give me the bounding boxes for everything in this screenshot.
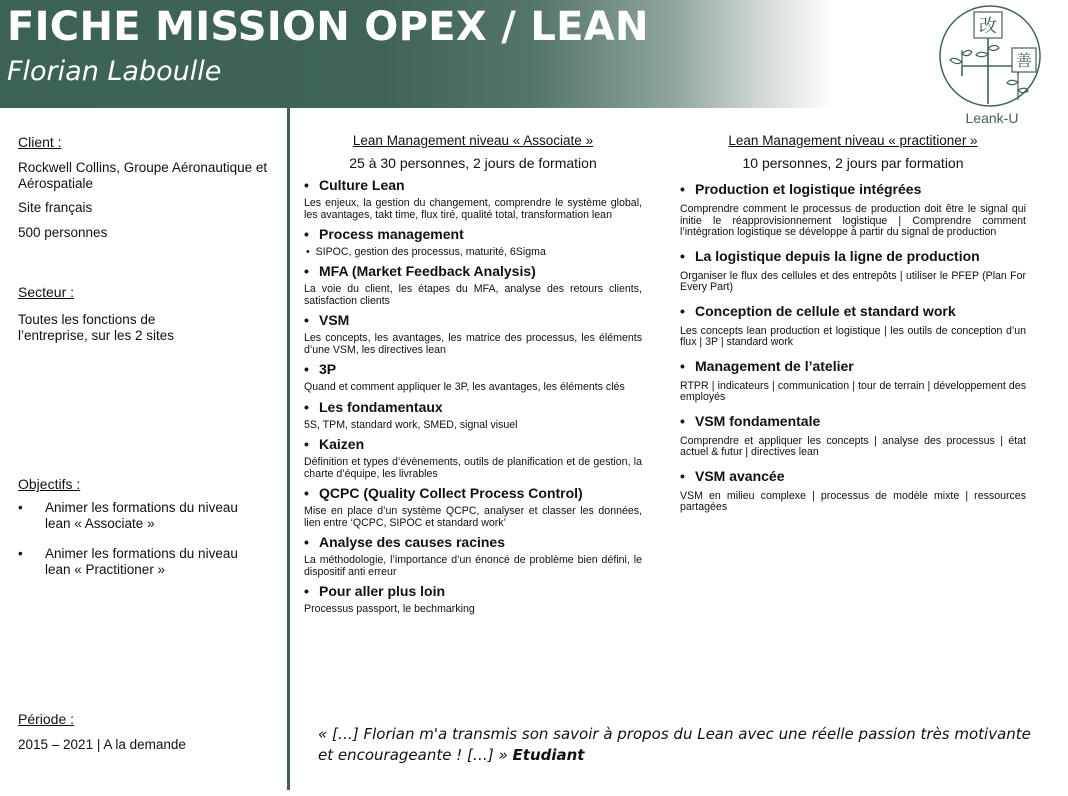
client-section bbox=[18, 134, 280, 241]
practitioner-item: • Production et logistique intégrées Comprendre comment le processus de production doit être le signal qui initie le réapprovisionnement logistique | Comprendre comment l’intégration logistique se développe à partir du signal de production bbox=[680, 181, 1026, 238]
periode-text: 2015 – 2021 | A la demande bbox=[18, 737, 186, 752]
secteur-text: Toutes les fonctions de l’entreprise, sur les 2 sites bbox=[18, 312, 175, 343]
item-desc: Définition et types d’évènements, outils de planification et de gestion, la charte d’équipe, les livrables bbox=[304, 456, 642, 480]
page-title: FICHE MISSION OPEX / LEAN bbox=[7, 4, 649, 50]
quote-text: « […] Florian m'a transmis son savoir à propos du Lean avec une réelle passion très motivante et encourageante ! […] » bbox=[318, 725, 1031, 764]
header-banner bbox=[0, 0, 1068, 108]
practitioner-item: • Conception de cellule et standard work Les concepts lean production et logistique | les outils de conception d’un flux | 3P | standard work bbox=[680, 302, 1026, 348]
item-title: Kaizen bbox=[319, 436, 365, 452]
logo-glyph-1: 改 bbox=[979, 16, 997, 37]
practitioner-header bbox=[680, 132, 1026, 172]
client-size: 500 personnes bbox=[18, 225, 108, 240]
associate-item: • MFA (Market Feedback Analysis) La voie du client, les étapes du MFA, analyse des retours clients, satisfaction clients bbox=[304, 263, 642, 307]
item-desc: Les concepts lean production et logistique | les outils de conception d’un flux | 3P | standard work bbox=[680, 324, 1026, 348]
associate-item: • VSM Les concepts, les avantages, les matrice des processus, les éléments d’une VSM, les directives lean bbox=[304, 312, 642, 356]
item-title: VSM fondamentale bbox=[695, 412, 821, 429]
client-site: Site français bbox=[18, 200, 93, 215]
item-title: MFA (Market Feedback Analysis) bbox=[319, 263, 536, 279]
secteur-label: Secteur : bbox=[18, 284, 75, 300]
associate-item: • Process management • SIPOC, gestion des processus, maturité, 6Sigma bbox=[304, 225, 642, 258]
item-desc: Quand et comment appliquer le 3P, les avantages, les éléments clés bbox=[304, 381, 625, 393]
associate-header bbox=[304, 132, 642, 172]
item-desc: Mise en place d’un système QCPC, analyser et classer les données, lien entre ‘QCPC, SIPOC et standard work’ bbox=[304, 505, 642, 529]
associate-column bbox=[304, 132, 642, 616]
logo-glyph-2: 善 bbox=[1015, 51, 1033, 70]
item-title: QCPC (Quality Collect Process Control) bbox=[319, 485, 583, 501]
item-desc: Les enjeux, la gestion du changement, comprendre le système global, les avantages, takt time, flux tiré, qualité total, transformation lean bbox=[304, 197, 642, 221]
practitioner-subheading: 10 personnes, 2 jours par formation bbox=[742, 155, 964, 171]
client-name: Rockwell Collins, Groupe Aéronautique et Aérospatiale bbox=[18, 160, 268, 191]
client-label: Client : bbox=[18, 134, 62, 150]
item-title: La logistique depuis la ligne de production bbox=[695, 247, 980, 264]
item-title: Culture Lean bbox=[319, 177, 405, 193]
testimonial-quote bbox=[318, 724, 1038, 766]
practitioner-item: • VSM avancée VSM en milieu complexe | processus de modèle mixte | ressources partagées bbox=[680, 467, 1026, 513]
item-desc: Comprendre et appliquer les concepts | analyse des processus | état actuel & futur | directives lean bbox=[680, 434, 1026, 458]
associate-subheading: 25 à 30 personnes, 2 jours de formation bbox=[349, 155, 597, 171]
item-desc: La méthodologie, l’importance d’un énoncé de problème bien défini, le dispositif anti erreur bbox=[304, 554, 642, 578]
objectif-item: • Animer les formations du niveau lean « Practitioner » bbox=[18, 546, 248, 578]
associate-item: • Culture Lean Les enjeux, la gestion du changement, comprendre le système global, les avantages, takt time, flux tiré, qualité total, transformation lean bbox=[304, 177, 642, 221]
secteur-section bbox=[18, 284, 280, 344]
item-title: Conception de cellule et standard work bbox=[695, 302, 956, 319]
objectif-item: • Animer les formations du niveau lean « Associate » bbox=[18, 500, 248, 532]
item-title: Process management bbox=[319, 226, 464, 242]
associate-item: • Les fondamentaux 5S, TPM, standard work, SMED, signal visuel bbox=[304, 398, 642, 432]
column-divider bbox=[287, 108, 290, 790]
item-desc: RTPR | indicateurs | communication | tour de terrain | développement des employés bbox=[680, 379, 1026, 403]
associate-item: • Analyse des causes racines La méthodologie, l’importance d’un énoncé de problème bien défini, le dispositif anti erreur bbox=[304, 534, 642, 578]
item-desc: VSM en milieu complexe | processus de modèle mixte | ressources partagées bbox=[680, 489, 1026, 513]
page-subtitle: Florian Laboulle bbox=[7, 56, 222, 87]
associate-item: • 3P Quand et comment appliquer le 3P, les avantages, les éléments clés bbox=[304, 360, 642, 394]
practitioner-column bbox=[680, 132, 1026, 514]
practitioner-item: • La logistique depuis la ligne de production Organiser le flux des cellules et des entrepôts | utiliser le PFEP (Plan For Every Part) bbox=[680, 247, 1026, 293]
associate-item: • Pour aller plus loin Processus passport, le bechmarking bbox=[304, 582, 642, 616]
associate-item: • QCPC (Quality Collect Process Control) Mise en place d’un système QCPC, analyser et classer les données, lien entre ‘QCPC, SIPOC et standard work’ bbox=[304, 485, 642, 529]
item-desc: Organiser le flux des cellules et des entrepôts | utiliser le PFEP (Plan For Every Part) bbox=[680, 269, 1026, 293]
item-title: VSM avancée bbox=[695, 467, 785, 484]
practitioner-item: • VSM fondamentale Comprendre et appliquer les concepts | analyse des processus | état actuel & futur | directives lean bbox=[680, 412, 1026, 458]
quote-author: Etudiant bbox=[512, 746, 585, 764]
item-desc: Comprendre comment le processus de production doit être le signal qui initie le réapprovisionnement logistique | Comprendre comment l’intégration logistique se développe à partir du signal de production bbox=[680, 203, 1026, 238]
associate-item: • Kaizen Définition et types d’évènements, outils de planification et de gestion, la charte d’équipe, les livrables bbox=[304, 436, 642, 480]
item-title: 3P bbox=[319, 361, 337, 377]
objectifs-list bbox=[18, 500, 280, 578]
item-title: Analyse des causes racines bbox=[319, 534, 506, 550]
item-desc: La voie du client, les étapes du MFA, analyse des retours clients, satisfaction clients bbox=[304, 283, 642, 307]
item-title: Management de l’atelier bbox=[695, 357, 854, 374]
objectifs-section bbox=[18, 476, 280, 592]
item-desc: Les concepts, les avantages, les matrice des processus, les éléments d’une VSM, les directives lean bbox=[304, 332, 642, 356]
periode-label: Période : bbox=[18, 711, 75, 727]
practitioner-item: • Management de l’atelier RTPR | indicateurs | communication | tour de terrain | développement des employés bbox=[680, 357, 1026, 403]
associate-heading: Lean Management niveau « Associate » bbox=[352, 133, 594, 148]
item-title: Les fondamentaux bbox=[319, 398, 443, 415]
periode-section bbox=[18, 711, 280, 753]
item-title: VSM bbox=[319, 312, 350, 328]
logo-text: Leank-U bbox=[965, 110, 1019, 126]
item-title: Pour aller plus loin bbox=[319, 583, 446, 599]
practitioner-heading: Lean Management niveau « practitioner » bbox=[728, 133, 978, 148]
item-desc: 5S, TPM, standard work, SMED, signal visuel bbox=[304, 418, 518, 431]
objectifs-label: Objectifs : bbox=[18, 476, 81, 492]
item-bullet: • SIPOC, gestion des processus, maturité, 6Sigma bbox=[306, 246, 546, 258]
item-desc: Processus passport, le bechmarking bbox=[304, 603, 475, 615]
item-title: Production et logistique intégrées bbox=[695, 181, 922, 197]
